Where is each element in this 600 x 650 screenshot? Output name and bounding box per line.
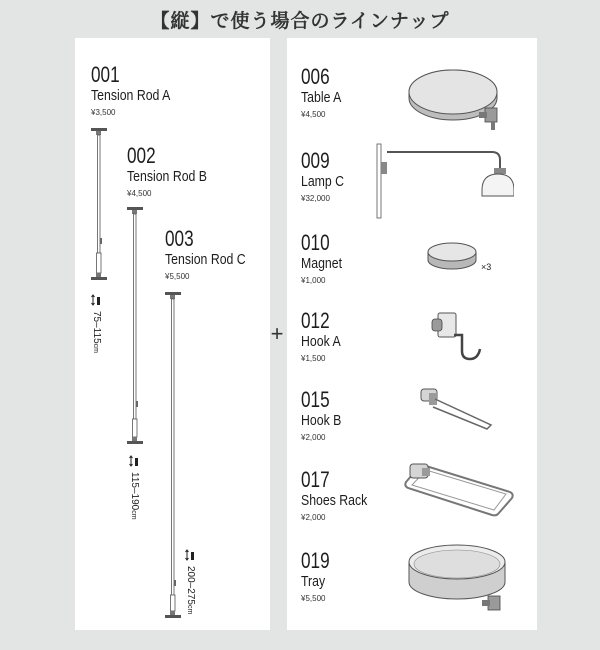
item-number: 003 [165,226,194,251]
item-price: ¥1,000 [301,276,326,285]
part-item-006[interactable] [301,66,350,120]
item-number: 017 [301,467,330,492]
part-item-012[interactable] [301,310,349,364]
item-name: Magnet [301,255,343,272]
item-price: ¥3,500 [91,108,116,117]
item-name: Shoes Rack [301,492,368,509]
item-price: ¥4,500 [301,110,326,119]
item-name: Hook A [301,333,341,350]
item-number: 001 [91,62,120,87]
towel-hook-icon [415,385,497,437]
item-name: Tray [301,573,326,590]
rod-item-001[interactable] [91,64,188,118]
rod-item-003[interactable] [165,228,263,282]
item-name: Table A [301,89,342,106]
magnet-icon [425,240,483,274]
item-number: 015 [301,387,330,412]
adjustable-length-icon [185,549,197,561]
part-item-017[interactable] [301,469,382,523]
item-number: 019 [301,548,330,573]
plus-sign: + [270,321,284,346]
shoes-rack-icon [402,458,516,520]
length-range-a: 75–115cm [91,311,102,353]
adjustable-length-icon [129,455,141,467]
item-name: Tension Rod A [91,87,171,104]
length-range-b: 115–190cm [129,472,140,520]
round-table-icon [405,64,510,136]
item-price: ¥1,500 [301,354,326,363]
page-title: 【縦】で使う場合のラインナップ [150,10,450,32]
item-name: Lamp C [301,173,345,190]
item-price: ¥2,000 [301,433,326,442]
item-price: ¥32,000 [301,194,330,203]
part-item-015[interactable] [301,389,350,443]
tension-rod-a-icon [88,126,112,286]
item-number: 009 [301,148,330,173]
item-name: Hook B [301,412,342,429]
item-name: Tension Rod C [165,251,246,268]
length-range-c: 200–275cm [185,566,196,615]
part-item-019[interactable] [301,550,338,604]
item-price: ¥2,000 [301,513,326,522]
hook-icon [428,305,490,365]
item-price: ¥5,500 [165,272,190,281]
part-item-010[interactable] [301,232,351,286]
quantity-label: ×3 [481,262,492,272]
lamp-icon [374,142,514,222]
part-item-009[interactable] [301,150,354,204]
item-number: 002 [127,143,156,168]
tension-rod-c-icon [162,290,186,622]
rod-item-002[interactable] [127,145,225,199]
item-number: 010 [301,230,330,255]
tension-rod-b-icon [124,205,148,450]
item-number: 012 [301,308,330,333]
item-number: 006 [301,64,330,89]
item-price: ¥5,500 [301,594,326,603]
item-name: Tension Rod B [127,168,208,185]
adjustable-length-icon [91,294,103,306]
tray-icon [404,538,512,618]
item-price: ¥4,500 [127,189,152,198]
